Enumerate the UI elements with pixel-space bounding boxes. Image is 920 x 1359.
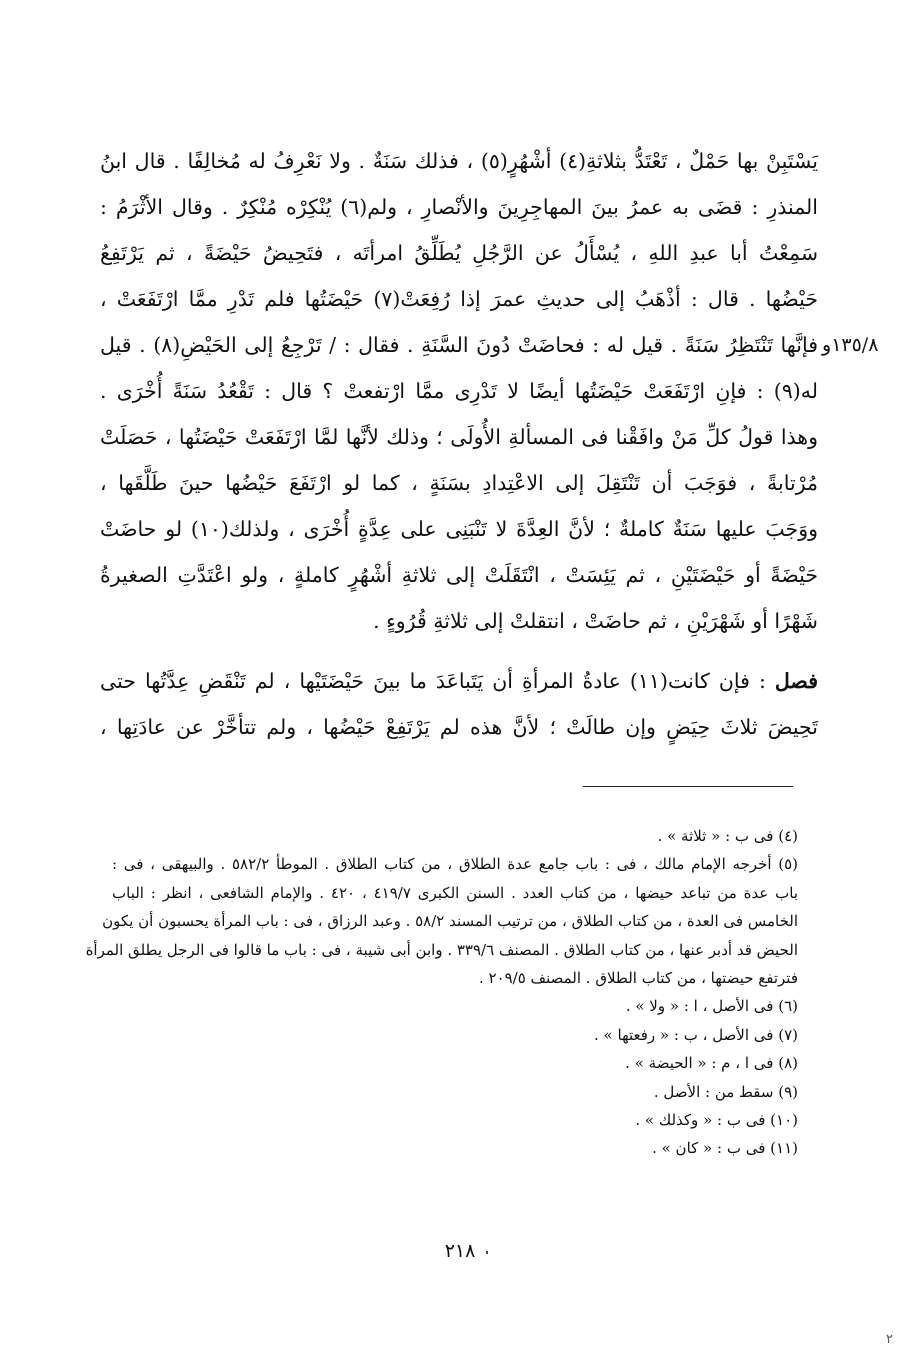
footnote-continuation: الخامس فى العدة ، من كتاب الطلاق ، من ترتيب المسند ٥٨/٢ . وعبد الرزاق ، فى : باب المرأة يحسبون أن يكون: [102, 912, 798, 931]
text-line: ووَجَبَ عليها سَنَةٌ كاملةٌ ؛ لأنَّ العِدَّةَ لا تَنْبَنِى على عِدَّةٍ أُخْرَى ، ولذلك(١٠) لو حاضَتْ: [100, 517, 819, 541]
text-line: فإنَّها تَنْتَظِرُ سَنَةً . قيل له : فحاضَتْ دُونَ السَّنَةِ . فقال : / تَرْجِعُ إلى الحَيْضِ(٨) . قيل: [100, 333, 818, 357]
text-line: شَهْرًا أو شَهْرَيْنِ ، ثم حاضَتْ ، انتقلتْ إلى ثلاثةِ قُرُوءٍ .: [373, 609, 818, 633]
margin-reference: ١٣٥/٨و: [822, 334, 879, 356]
edge-mark: ٢: [886, 1332, 893, 1347]
text-line: تَحِيضَ ثلاثَ حِيَضٍ وإن طالَتْ ؛ لأنَّ هذه لم يَرْتَفِعْ حَيْضُها ، ولم تتأخَّرْ عن عادَتِها ،: [100, 715, 818, 739]
footnote-separator: [583, 786, 793, 787]
text-line: سَمِعْتُ أبا عبدِ اللهِ ، يُسْأَلُ عن الرَّجُلِ يُطَلِّقُ امرأتَه ، فتَحِيضُ حَيْضَةً ، ثم يَرْتَفِعُ: [100, 241, 818, 265]
fasl-line: [100, 658, 818, 704]
footnote: (١١) فى ب : « كان » .: [652, 1139, 798, 1158]
text-line: يَسْتَبِنْ بها حَمْلٌ ، تَعْتَدُّ بثلاثةِ(٤) أشْهُرٍ(٥) ، فذلك سَنَةٌ . ولا نَعْرِفُ له مُخالِفًا . قال ابنُ: [100, 149, 818, 173]
footnote: (٧) فى الأصل ، ب : « رفعتها » .: [594, 1025, 798, 1044]
footnote: (٩) سقط من : الأصل .: [653, 1082, 798, 1101]
speck-mark: [486, 1251, 488, 1254]
page-number: ٢١٨: [444, 1240, 476, 1262]
footnote: (٦) فى الأصل ، ا : « ولا » .: [625, 997, 798, 1016]
text-line: حَيْضُها . قال : أذْهَبُ إلى حديثِ عمرَ إذا رُفِعَتْ(٧) حَيْضَتُها فلم تَدْرِ ممَّا ارْتَفَعَتْ ،: [100, 287, 818, 311]
text-line: له(٩) : فإنِ ارْتَفَعَتْ حَيْضَتُها أيضًا لا تَدْرِى ممَّا ارْتفعتْ ؟ قال : تَقْعُدُ سَنَةً أُخْرَى .: [100, 379, 818, 403]
footnote: (٨) فى ا ، م : « الحيضة » .: [625, 1054, 798, 1073]
paragraph-gap: [100, 644, 818, 658]
footnotes: [85, 822, 799, 1163]
footnote: (٤) فى ب : « ثلاثة » .: [657, 827, 798, 845]
text-line: المنذرِ : قضَى به عمرُ بينَ المهاجِرِينَ والأنْصارِ ، ولم(٦) يُنْكِرْه مُنْكِرٌ . وقال الأثْرَمُ :: [100, 195, 818, 219]
text-line: وهذا قولُ كلِّ مَنْ وافَقْنا فى المسألةِ الأُولَى ؛ وذلك لأنَّها لمَّا ارْتَفَعَتْ حَيْضَتُها ، حَصَلَتْ: [100, 425, 818, 449]
footnote-continuation: فترتفع حيضتها ، من كتاب الطلاق . المصنف ٢٠٩/٥ .: [478, 968, 798, 987]
main-text: [100, 138, 818, 750]
text-line: حَيْضَةً أو حَيْضَتَيْنِ ، ثم يَئِسَتْ ، انْتَقَلَتْ إلى ثلاثةِ أشْهُرٍ كاملةٍ ، ولو اعْتَدَّتِ الصغيرةُ: [100, 563, 818, 587]
footnote: (١٠) فى ب : « وكذلك » .: [635, 1110, 798, 1129]
section-heading: فصل: [774, 669, 818, 693]
footnote-continuation: باب عدة من تباعد حيضها ، من كتاب العدد . السنن الكبرى ٤١٩/٧ ، ٤٢٠ . والإمام الشافعى ، انظر : الباب: [112, 883, 798, 902]
footnote-continuation: الحيض قد أدبر عنها ، من كتاب الطلاق . المصنف ٣٣٩/٦ . وابن أبى شيبة ، فى : باب ما قالوا فى الرجل يطلق المرأة: [85, 940, 798, 959]
footnote: (٥) أخرجه الإمام مالك ، فى : باب جامع عدة الطلاق ، من كتاب الطلاق . الموطأ ٥٨٢/٢ . والبيهقى ، فى :: [112, 855, 799, 874]
fasl-text: : فإن كانت(١١) عادةُ المرأةِ أن يَتَباعَدَ ما بينَ حَيْضَتَيْها ، لم تَنْقَضِ عِدَّتُها حتى: [100, 669, 766, 693]
text-line: مُرْتابةً ، فوَجَبَ أن تَنْتَقِلَ إلى الاعْتِدادِ بسَنَةٍ ، كما لو ارْتَفَعَ حَيْضُها حينَ طَلَّقَها ،: [100, 471, 818, 495]
